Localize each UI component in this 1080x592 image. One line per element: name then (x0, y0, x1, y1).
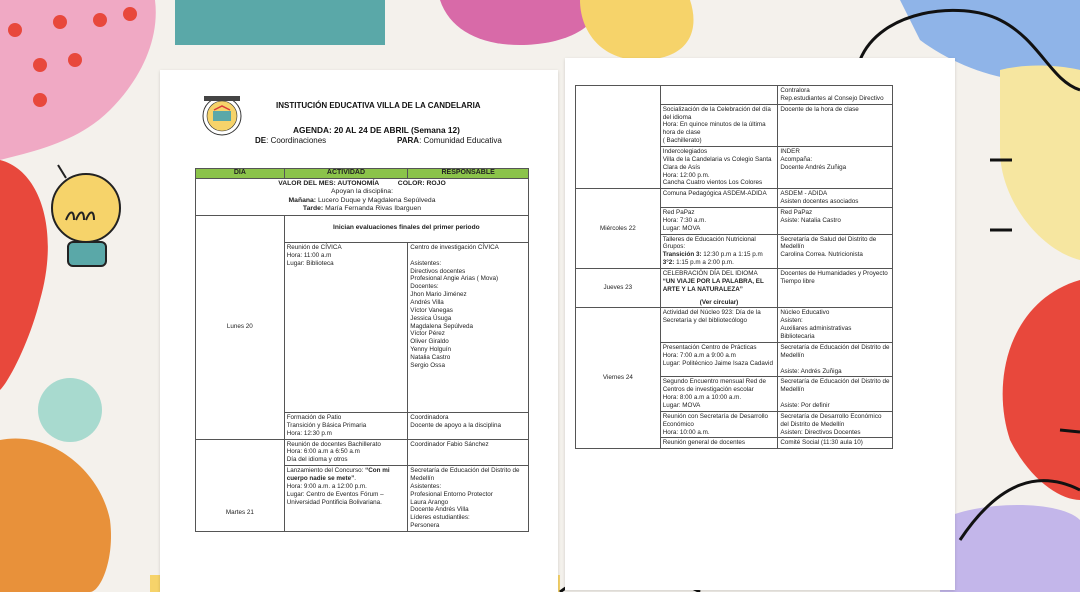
text-line: Hora: 7:30 a.m. (662, 216, 707, 224)
text-line: Hora: 11:00 a.m (286, 251, 332, 259)
text-line: Profesional Angie Arias ( Mova) (410, 275, 499, 283)
text-line: Hora: 12:30 p.m (286, 429, 332, 437)
text-line: ASDEM - ADIDA (780, 190, 828, 198)
agenda-table-right (575, 85, 893, 449)
text-line: Andrés Villa (410, 298, 444, 306)
reunion-general-activity (660, 438, 778, 449)
encuentro-activity (660, 377, 778, 411)
text-line: Coordinadora (410, 413, 449, 421)
text-line: Jhon Mario Jiménez (410, 291, 467, 299)
text-line: Docentes de Humanidades y Proyecto Tiempo libre (780, 270, 888, 285)
text-line: Centro de investigación CÍVICA (410, 243, 499, 251)
text-line: Reunión con Secretaría de Desarrollo Económico (662, 412, 769, 428)
text-line: Comuna Pedagógica ASDEM-ADIDA (662, 190, 767, 198)
papaz-activity (660, 208, 778, 235)
text-line: Asisten: (780, 317, 803, 325)
papaz-responsible (778, 208, 893, 235)
talleres-activity: Talleres de Educación Nutricional Grupos: Transición 3: 12:30 p.m a 1:15 p.m 3°2: 1:15 p.m a 2:00 p.m. (660, 234, 778, 268)
lightbulb-icon (48, 160, 128, 290)
text-line: Grupos: (662, 243, 686, 251)
concurso-activity: Lanzamiento del Concurso: “Con mi cuerpo nadie se mete”. Hora: 9:00 a.m. a 12:00 p.m. Lugar: Centro de Eventos Fórum – Universidad Pontificia Bolivariana. (284, 466, 408, 532)
text-line: Secretaría de Educación del Distrito de Medellín (780, 343, 890, 359)
text-line (780, 394, 890, 402)
day-tuesday: Martes 21 (196, 439, 285, 531)
top-responsible (778, 86, 893, 105)
text-line: Asiste: Natalia Castro (780, 216, 841, 224)
text-line: ( Bachillerato) (662, 137, 702, 145)
text-line: Secretaría de Educación del Distrito de Medellín (780, 378, 890, 394)
text-line: Lugar: Politécnico Jaime Isaza Cadavid (662, 359, 773, 367)
text-line (410, 252, 526, 260)
evaluations-banner: Inician evaluaciones finales del primer periodo (284, 215, 528, 242)
centro-practicas-activity (660, 342, 778, 376)
indercolegiados-activity (660, 147, 778, 189)
text-line: Lugar: Biblioteca (286, 259, 334, 267)
patio-activity (284, 412, 408, 439)
col-header-day: DIA (196, 169, 285, 179)
text-line: Asiste: Por definir (780, 401, 830, 409)
text-line: Secretaría de Salud del Distrito de Medellín (780, 235, 877, 251)
text-line: Asiste: Andrés Zuñiga (780, 367, 842, 375)
civica-activity (284, 242, 408, 412)
text-line: Comité Social (11:30 aula 10) (780, 439, 863, 447)
celebracion-responsible (778, 269, 893, 308)
text-line (780, 360, 890, 368)
from-line: DE: Coordinaciones (255, 136, 327, 145)
text-line: Magdalena Sepúlveda (410, 322, 473, 330)
institution-name: INSTITUCIÓN EDUCATIVA VILLA DE LA CANDELARIA (276, 101, 481, 110)
text-line: Hora: 8:00 a.m a 10:00 a.m. (662, 394, 742, 402)
text-line: Socialización de la Celebración del día del idioma (662, 105, 771, 121)
civica-responsible (408, 242, 529, 412)
talleres-responsible (778, 234, 893, 268)
agenda-table-left (195, 168, 529, 532)
text-line: Carolina Correa. Nutricionista (780, 251, 863, 259)
text-line: Indercolegiados (662, 148, 708, 156)
celebracion-activity: CELEBRACIÓN DÍA DEL IDIOMA “UN VIAJE POR LA PALABRA, EL ARTE Y LA NATURALEZA” (Ver circular) (660, 269, 778, 308)
text-line: Reunión de docentes Bachillerato (286, 440, 381, 448)
day-friday: Viernes 24 (576, 308, 661, 449)
agenda-page-2 (565, 58, 955, 590)
agenda-page-1 (160, 70, 558, 592)
text-line: INDER (780, 148, 800, 156)
text-line: Asistentes: (410, 482, 442, 490)
agenda-title: AGENDA: 20 AL 24 DE ABRIL (Semana 12) (293, 125, 460, 135)
text-line: Asistentes: (410, 259, 442, 267)
desarrollo-responsible (778, 411, 893, 438)
text-line: Acompaña: (780, 155, 813, 163)
text-line: Secretaría de Educación del Distrito de Medellín (410, 467, 520, 482)
text-line: Docente de la hora de clase (780, 105, 859, 113)
text-line: Hora: 12:00 p.m. (662, 171, 710, 179)
text-line: Red PaPaz (780, 209, 813, 217)
text-line: Jessica Úsuga (410, 314, 452, 322)
day-monday: Lunes 20 (196, 215, 285, 439)
text-line: Red PaPaz (662, 209, 695, 217)
concurso-responsible (408, 466, 529, 532)
text-line: Laura Arango (410, 498, 449, 506)
text-line: Asisten: Directivos Docentes (780, 428, 861, 436)
text-line: Contralora (780, 87, 810, 94)
text-line: Natalia Castro (410, 353, 451, 361)
text-line: Profesional Entorno Protector (410, 490, 493, 498)
text-line: Personera (410, 522, 440, 530)
text-line: Docentes: (410, 283, 439, 291)
text-line: Presentación Centro de Prácticas (662, 343, 757, 351)
text-line: Rep.estudiantes al Consejo Directivo (780, 94, 884, 102)
nucleo-responsible (778, 308, 893, 342)
day-wednesday-top (576, 86, 661, 189)
text-line: Hora: 6:00 a.m a 6:50 a.m (286, 448, 360, 456)
indercolegiados-responsible (778, 147, 893, 189)
text-line: Víctor Vanegas (410, 306, 453, 314)
patio-responsible (408, 412, 529, 439)
text-line: Hora: 9:00 a.m. a 12:00 p.m. (286, 482, 367, 490)
text-line: Lugar: MOVA (662, 224, 701, 232)
reunion-responsible (408, 439, 529, 466)
comuna-activity (660, 189, 778, 208)
reunion-general-responsible (778, 438, 893, 449)
text-line: Asisten docentes asociados (780, 198, 859, 206)
text-line: Secretaría de Desarrollo Económico del Distrito de Medellín (780, 412, 882, 428)
top-activity (660, 86, 778, 105)
text-line: Lugar: MOVA (662, 401, 701, 409)
text-line: Cancha Cuatro vientos Los Colores (662, 179, 763, 187)
day-thursday: Jueves 23 (576, 269, 661, 308)
text-line: Directivos docentes (410, 267, 466, 275)
centro-practicas-responsible (778, 342, 893, 376)
text-line: Docente de apoyo a la disciplina (410, 421, 501, 429)
text-line: Hora: En quince minutos de la última hora de clase (662, 121, 766, 137)
text-line: Docente Andrés Zuñiga (780, 163, 847, 171)
text-line: Sergio Ossa (410, 361, 445, 369)
text-line: Núcleo Educativo (780, 309, 830, 317)
text-line: Líderes estudiantiles: (410, 514, 470, 522)
text-line: Talleres de Educación Nutricional (662, 235, 756, 243)
value-of-month-block: VALOR DEL MES: AUTONOMÍA COLOR: ROJO Apoyan la disciplina: Mañana: Lucero Duque y Magdalena Sepúlveda Tarde: María Fernanda Rivas Ibarguen (196, 178, 529, 215)
text-line: Reunión general de docentes (662, 439, 745, 447)
text-line: Oliver Giraldo (410, 338, 449, 346)
text-line: Auxiliares administrativas (780, 325, 852, 333)
desarrollo-activity (660, 411, 778, 438)
text-line: Reunión de CÍVICA (286, 243, 342, 251)
text-line: Yenny Holguín (410, 346, 452, 354)
text-line: Bibliotecaria (780, 333, 815, 341)
text-line: Hora: 10:00 a.m. (662, 428, 710, 436)
day-wednesday: Miércoles 22 (576, 189, 661, 269)
text-line: Coordinador Fabio Sánchez (410, 440, 489, 448)
school-logo (202, 94, 242, 138)
text-line: Villa de la Candelaria vs Colegio Santa Clara de Asís (662, 155, 772, 171)
socializacion-activity (660, 104, 778, 146)
text-line: Formación de Patio (286, 413, 342, 421)
text-line: Segundo Encuentro mensual Red de Centros de investigación escolar (662, 378, 766, 394)
nucleo-activity (660, 308, 778, 342)
col-header-activity: ACTIVIDAD (284, 169, 408, 179)
socializacion-responsible (778, 104, 893, 146)
reunion-activity (284, 439, 408, 466)
to-line: PARA: Comunidad Educativa (397, 136, 502, 145)
text-line: Víctor Pérez (410, 330, 445, 338)
text-line: Lugar: Centro de Eventos Fórum – Universidad Pontificia Bolivariana. (286, 490, 384, 506)
text-line: Hora: 7:00 a.m a 9:00 a.m (662, 351, 736, 359)
col-header-responsible: RESPONSABLE (408, 169, 529, 179)
text-line: Actividad del Núcleo 923: Día de la Secretaría y del bibliotecólogo (662, 309, 761, 325)
comuna-responsible (778, 189, 893, 208)
text-line: Docente Andrés Villa (410, 506, 469, 514)
encuentro-responsible (778, 377, 893, 411)
text-line: Transición y Básica Primaria (286, 421, 367, 429)
text-line: Día del idioma y otros (286, 456, 348, 464)
